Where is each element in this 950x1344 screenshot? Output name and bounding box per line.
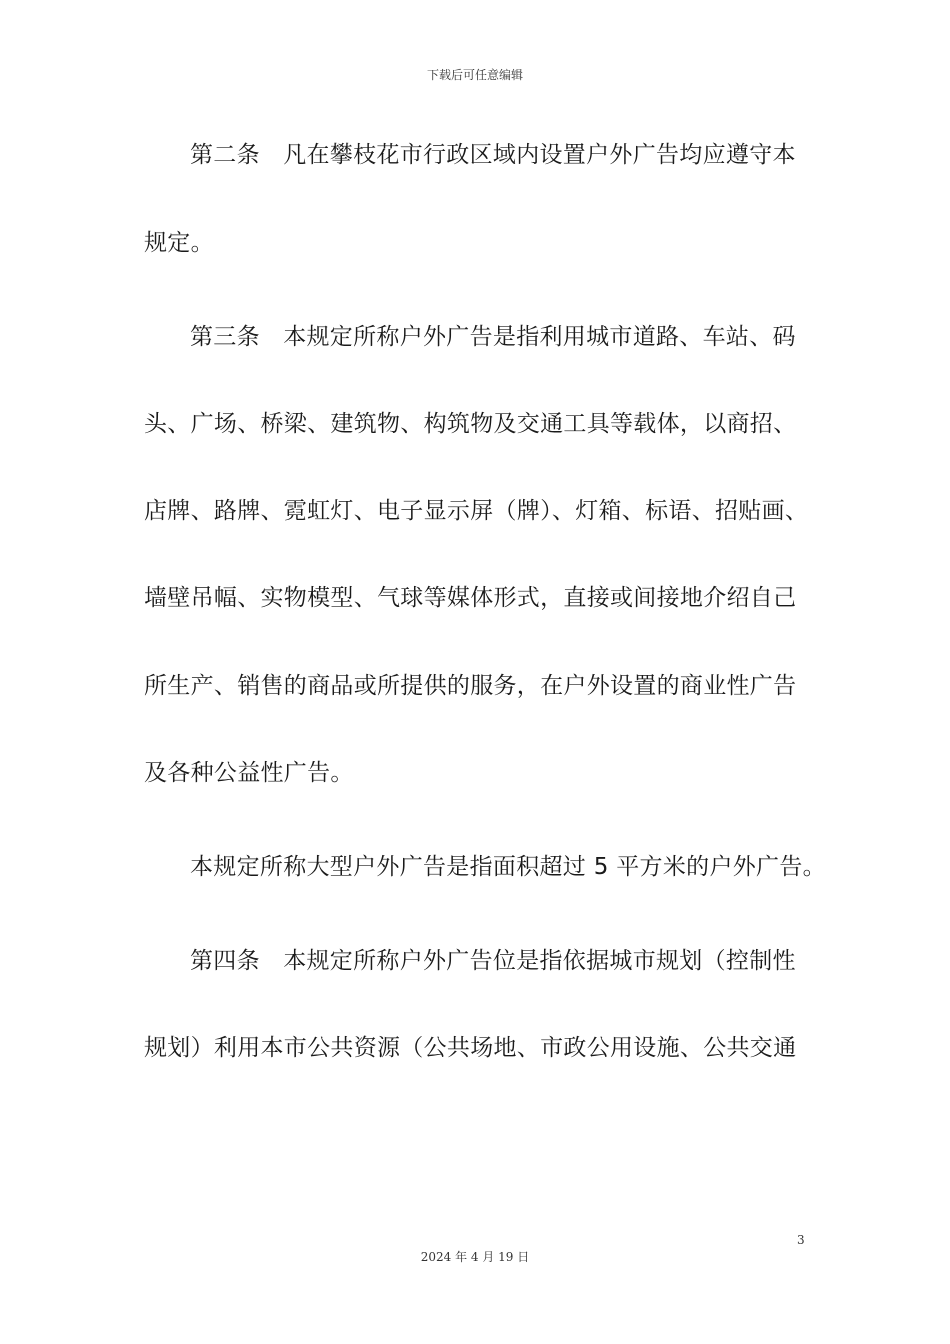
paragraph-line: 及各种公益性广告。 [144, 760, 354, 786]
paragraph-line: 规划）利用本市公共资源（公共场地、市政公用设施、公共交通 [144, 1035, 797, 1061]
paragraph-line: 规定。 [144, 230, 214, 256]
paragraph-line: 第二条 凡在攀枝花市行政区域内设置户外广告均应遵守本 [190, 142, 796, 168]
paragraph-line: 头、广场、桥梁、建筑物、构筑物及交通工具等载体，以商招、 [144, 411, 797, 437]
footer-date: 2024 年 4 月 19 日 [420, 1250, 530, 1264]
page-number: 3 [797, 1233, 805, 1247]
paragraph-line: 本规定所称大型户外广告是指面积超过 5 平方米的户外广告。 [190, 854, 826, 880]
paragraph-line: 第三条 本规定所称户外广告是指利用城市道路、车站、码 [190, 324, 796, 350]
paragraph-line: 所生产、销售的商品或所提供的服务，在户外设置的商业性广告 [144, 673, 797, 699]
paragraph-line: 第四条 本规定所称户外广告位是指依据城市规划（控制性 [190, 948, 796, 974]
page-header: 下载后可任意编辑 [426, 68, 523, 82]
paragraph-line: 墙壁吊幅、实物模型、气球等媒体形式，直接或间接地介绍自己 [144, 585, 797, 611]
paragraph-line: 店牌、路牌、霓虹灯、电子显示屏（牌）、灯箱、标语、招贴画、 [144, 498, 809, 524]
